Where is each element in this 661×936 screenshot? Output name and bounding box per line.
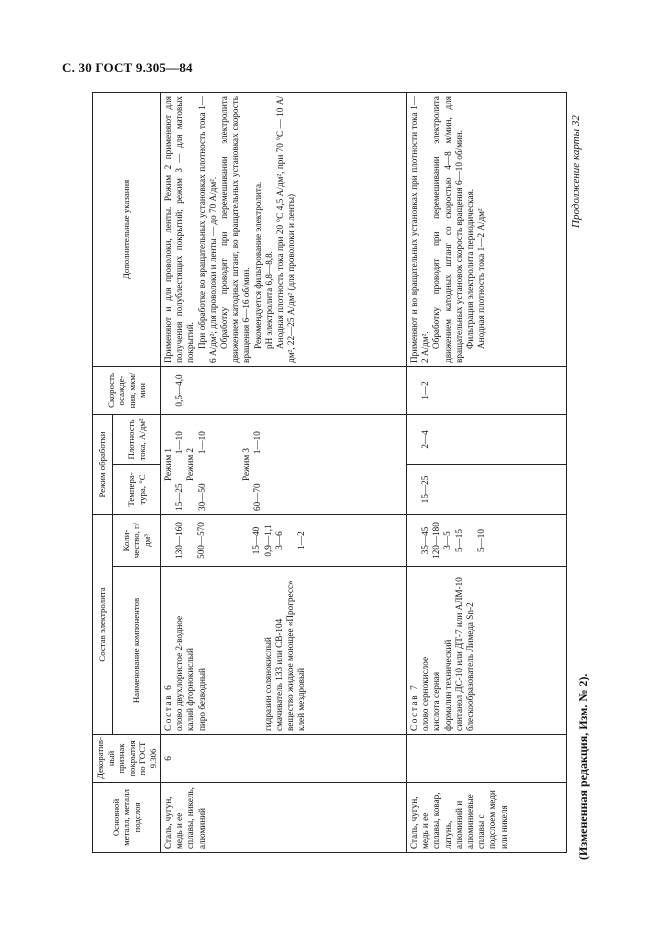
speed-value: 0,5—4,0 <box>174 374 184 407</box>
component-item: олово двухлористое 2-водное <box>174 615 185 731</box>
temp-cell <box>407 464 567 514</box>
note-item: Анодная плотность тока при 20 °С 4,5 А/дм², при 70 °С — 10 А/дм², 22—25 А/дм² (для проволоки и ленты) <box>275 95 297 363</box>
component-item: блескообразователь Лимеда Sn-2 <box>465 602 476 731</box>
mode-cell <box>161 414 407 514</box>
table-row <box>161 92 407 852</box>
density-value: 1—10 <box>252 431 263 455</box>
component-item: синтанол ДС-10 или ДТ-7 или АЛМ-10 <box>453 577 464 731</box>
mode-label: Режим 1 <box>163 447 173 482</box>
density-cell <box>407 414 567 464</box>
quantity-item: 130—160 <box>174 522 184 559</box>
component-item: кислота серная <box>431 671 442 731</box>
component-item: вещество жидкое моющее «Прогресс» <box>285 580 296 731</box>
header-composition: Состав электролита <box>93 514 113 734</box>
components-cell <box>407 567 567 735</box>
temp-value: 15—25 <box>420 475 430 504</box>
amendment-text: (Измененная редакция, Изм. № 2). <box>576 673 590 860</box>
quantity-item: 3—6 <box>273 531 284 550</box>
component-item: гидразин солянокислый <box>262 637 273 731</box>
quantity-item: 120—180 <box>431 522 442 559</box>
mode-values <box>252 418 263 511</box>
component-item: клей мездровый <box>296 667 307 731</box>
mode-values <box>174 418 185 511</box>
temp-value: 30—50 <box>196 483 207 511</box>
note-item: Применяют и для проволоки, ленты. Режим 2 применяют для получения полублестящих покрытий; режим 3 — для матовых покрытий. <box>163 95 196 363</box>
component-item: пиро безводный <box>196 668 207 731</box>
mode-values <box>197 418 208 511</box>
header-metal: Основной металл, металл подслоя <box>93 783 161 853</box>
quantity-item: 15—40 <box>251 526 262 555</box>
header-decor: Декоратив-ный признак покрытия по ГОСТ 9.306 <box>93 735 161 783</box>
density-value: 2—4 <box>420 430 430 449</box>
table-row <box>407 92 567 852</box>
component-item: калий фторнокислый <box>185 648 196 731</box>
notes-cell <box>407 92 567 366</box>
composition-title: Состав 6 <box>163 683 173 731</box>
quantity-item: 5—15 <box>453 529 464 552</box>
speed-cell <box>407 366 567 414</box>
metal-cell: Сталь, чугун, медь и ее сплавы, никель, алюминий <box>161 783 407 853</box>
page-header: С. 30 ГОСТ 9.305—84 <box>62 60 193 75</box>
quantity-item: 35—45 <box>420 526 430 555</box>
note-item: Применяют и во вращательных установках при плотности тока 1—2 А/дм². <box>409 95 431 363</box>
header-speed: Скорость осажде-ния, мкм/мин <box>93 366 161 414</box>
quantity-item: 1—2 <box>296 531 307 550</box>
decor-cell <box>407 735 567 783</box>
note-item: Обработку проводят при перемешивании электролита движением катодных штанг, во вращательных установках скорость вращения 6—16 об/мин. <box>219 95 252 363</box>
component-item: смачиватель 133 или СВ-104 <box>274 618 285 731</box>
continuation-text: Продолжение карты 32 <box>570 115 582 228</box>
table-rotation <box>92 93 598 853</box>
quantities-cell <box>161 514 407 566</box>
rotated-table-area <box>92 93 598 853</box>
note-item: Фильтрация электролита периодическая. <box>465 188 476 349</box>
temp-value: 15—25 <box>174 483 185 511</box>
speed-value: 1—2 <box>420 381 430 400</box>
header-temp: Темпера-тура, °С <box>113 464 161 514</box>
temp-value: 60—70 <box>252 483 263 511</box>
quantity-item: 5—10 <box>475 529 486 552</box>
note-item: Анодная плотность тока 1—2 А/дм² <box>476 208 487 349</box>
density-value: 1—10 <box>174 431 185 455</box>
header-mode: Режим обработки <box>93 414 113 514</box>
notes-cell <box>161 92 407 366</box>
header-density: Плотность тока, А/дм² <box>113 414 161 464</box>
quantity-item: 3—5 <box>442 531 453 550</box>
speed-cell <box>161 366 407 414</box>
note-item: Обработку проводят при перемешивании электролита движением катодных штанг со скоростью 4—8 м/мин, для вращательных установок скорость вращения 6—10 об/мин. <box>431 95 464 363</box>
note-item: Рекомендуется фильтрование электролита. <box>252 181 263 349</box>
density-value: 1—10 <box>196 431 207 455</box>
decor-cell: 6 <box>161 735 407 783</box>
metal-cell: Сталь, чугун, медь и ее сплавы, ковар, латунь, алюминий и алюминиевые сплавы с подслоем меди или никеля <box>407 783 567 853</box>
components-cell <box>161 567 407 735</box>
amendment-label <box>574 620 594 860</box>
quantity-item: 500—570 <box>196 522 207 559</box>
header-notes: Дополнительные указания <box>93 92 161 366</box>
mode-label: Режим 2 <box>185 447 196 482</box>
component-item: олово сернокислое <box>420 656 431 731</box>
electrolyte-table <box>92 92 567 853</box>
note-item: рН электролита 6,8—8,8. <box>263 251 274 349</box>
header-comp-qty: Коли-чество, г/дм³ <box>113 514 161 566</box>
quantity-item: 0,9—1,1 <box>262 524 273 557</box>
header-comp-name: Наименование компонентов <box>113 567 161 735</box>
composition-title: Состав 7 <box>409 683 419 731</box>
note-item: При обработке во вращательных установках плотность тока 1—6 А/дм²; для проволоки и ленты — до 70 А/дм². <box>196 95 218 363</box>
mode-label: Режим 3 <box>240 447 251 482</box>
component-item: формалин технический <box>442 639 453 731</box>
quantities-cell <box>407 514 567 566</box>
